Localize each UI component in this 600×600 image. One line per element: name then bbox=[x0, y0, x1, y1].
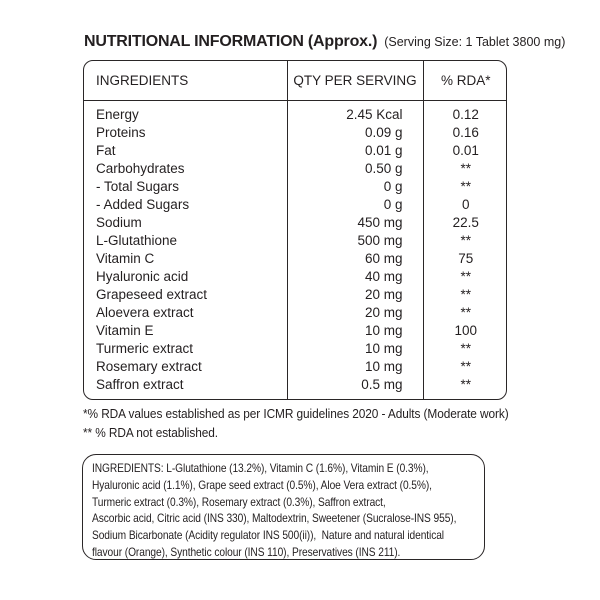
ingredients-line: INGREDIENTS: L-Glutathione (13.2%), Vitamin C (1.6%), Vitamin E (0.3%), bbox=[92, 461, 429, 475]
table-header bbox=[84, 61, 507, 101]
ingredient-rda: ** bbox=[423, 358, 507, 376]
table-row bbox=[84, 322, 507, 340]
ingredient-name: Turmeric extract bbox=[96, 341, 194, 356]
ingredient-qty: 60 mg bbox=[287, 250, 423, 268]
table-row bbox=[84, 160, 507, 178]
ingredient-rda: ** bbox=[423, 286, 507, 304]
ingredient-name: Rosemary extract bbox=[96, 359, 202, 374]
serving-size: (Serving Size: 1 Tablet 3800 mg) bbox=[384, 35, 566, 49]
ingredient-qty: 0 g bbox=[287, 178, 423, 196]
ingredients-list-box bbox=[82, 454, 485, 560]
ingredient-qty: 0 g bbox=[287, 196, 423, 214]
ingredient-name: Sodium bbox=[96, 215, 142, 230]
footnotes bbox=[83, 405, 531, 443]
ingredients-line: Ascorbic acid, Citric acid (INS 330), Maltodextrin, Sweetener (Sucralose-INS 955), bbox=[92, 511, 457, 526]
nutrition-table bbox=[83, 60, 507, 400]
ingredient-name: L-Glutathione bbox=[96, 233, 178, 248]
table-row bbox=[84, 124, 507, 142]
table-row bbox=[84, 214, 507, 232]
ingredient-rda: ** bbox=[423, 268, 507, 286]
ingredient-name: Fat bbox=[96, 143, 116, 158]
ingredient-name: - Added Sugars bbox=[96, 197, 190, 212]
ingredient-rda: ** bbox=[423, 376, 507, 399]
ingredient-qty: 20 mg bbox=[287, 286, 423, 304]
table-row bbox=[84, 250, 507, 268]
ingredient-name: - Total Sugars bbox=[96, 179, 180, 194]
title-main: NUTRITIONAL INFORMATION (Approx.) bbox=[84, 33, 378, 50]
ingredient-qty: 450 mg bbox=[287, 214, 423, 232]
ingredient-name: Vitamin E bbox=[96, 323, 154, 338]
ingredient-rda: 0.16 bbox=[423, 124, 507, 142]
ingredient-name: Energy bbox=[96, 107, 139, 122]
ingredient-qty: 500 mg bbox=[287, 232, 423, 250]
ingredient-rda: ** bbox=[423, 340, 507, 358]
table-body bbox=[84, 101, 507, 400]
ingredient-name: Hyaluronic acid bbox=[96, 269, 189, 284]
ingredient-rda: 22.5 bbox=[423, 214, 507, 232]
ingredient-qty: 0.09 g bbox=[287, 124, 423, 142]
table-row bbox=[84, 178, 507, 196]
ingredient-rda: 100 bbox=[423, 322, 507, 340]
ingredient-rda: ** bbox=[423, 304, 507, 322]
page-title bbox=[84, 33, 565, 51]
table-row bbox=[84, 286, 507, 304]
ingredient-qty: 2.45 Kcal bbox=[287, 101, 423, 125]
table-row bbox=[84, 101, 507, 125]
table-row bbox=[84, 142, 507, 160]
footnote-rda-established: *% RDA values established as per ICMR guidelines 2020 - Adults (Moderate work) bbox=[83, 407, 509, 421]
ingredient-qty: 0.5 mg bbox=[287, 376, 423, 399]
ingredient-qty: 40 mg bbox=[287, 268, 423, 286]
ingredient-name: Grapeseed extract bbox=[96, 287, 208, 302]
ingredient-qty: 10 mg bbox=[287, 322, 423, 340]
ingredient-rda: 75 bbox=[423, 250, 507, 268]
ingredient-rda: 0.01 bbox=[423, 142, 507, 160]
table-row bbox=[84, 376, 507, 399]
col-header-ingredients: INGREDIENTS bbox=[84, 61, 287, 101]
ingredient-qty: 0.50 g bbox=[287, 160, 423, 178]
ingredients-line: Sodium Bicarbonate (Acidity regulator INS 500(ii)), Nature and natural identical bbox=[92, 528, 445, 543]
ingredient-rda: ** bbox=[423, 160, 507, 178]
ingredient-name: Carbohydrates bbox=[96, 161, 185, 176]
table-row bbox=[84, 340, 507, 358]
table-row bbox=[84, 304, 507, 322]
ingredient-qty: 20 mg bbox=[287, 304, 423, 322]
ingredient-rda: ** bbox=[423, 178, 507, 196]
ingredient-rda: 0.12 bbox=[423, 101, 507, 125]
ingredient-name: Saffron extract bbox=[96, 377, 184, 392]
ingredient-rda: 0 bbox=[423, 196, 507, 214]
table-row bbox=[84, 358, 507, 376]
ingredients-line: Turmeric extract (0.3%), Rosemary extract (0.3%), Saffron extract, bbox=[92, 494, 386, 509]
ingredient-name: Vitamin C bbox=[96, 251, 155, 266]
ingredient-name: Proteins bbox=[96, 125, 146, 140]
table-row bbox=[84, 268, 507, 286]
col-header-rda: % RDA* bbox=[423, 61, 507, 101]
ingredients-line: flavour (Orange), Synthetic colour (INS 110), Preservatives (INS 211). bbox=[92, 544, 401, 559]
ingredient-rda: ** bbox=[423, 232, 507, 250]
footnote-rda-not-established: ** % RDA not established. bbox=[83, 426, 218, 440]
ingredient-qty: 10 mg bbox=[287, 358, 423, 376]
table-row bbox=[84, 232, 507, 250]
table-row bbox=[84, 196, 507, 214]
ingredient-qty: 10 mg bbox=[287, 340, 423, 358]
ingredient-name: Aloevera extract bbox=[96, 305, 194, 320]
col-header-qty-per-serving: QTY PER SERVING bbox=[287, 61, 423, 101]
ingredients-line: Hyaluronic acid (1.1%), Grape seed extract (0.5%), Aloe Vera extract (0.5%), bbox=[92, 477, 432, 492]
ingredient-qty: 0.01 g bbox=[287, 142, 423, 160]
